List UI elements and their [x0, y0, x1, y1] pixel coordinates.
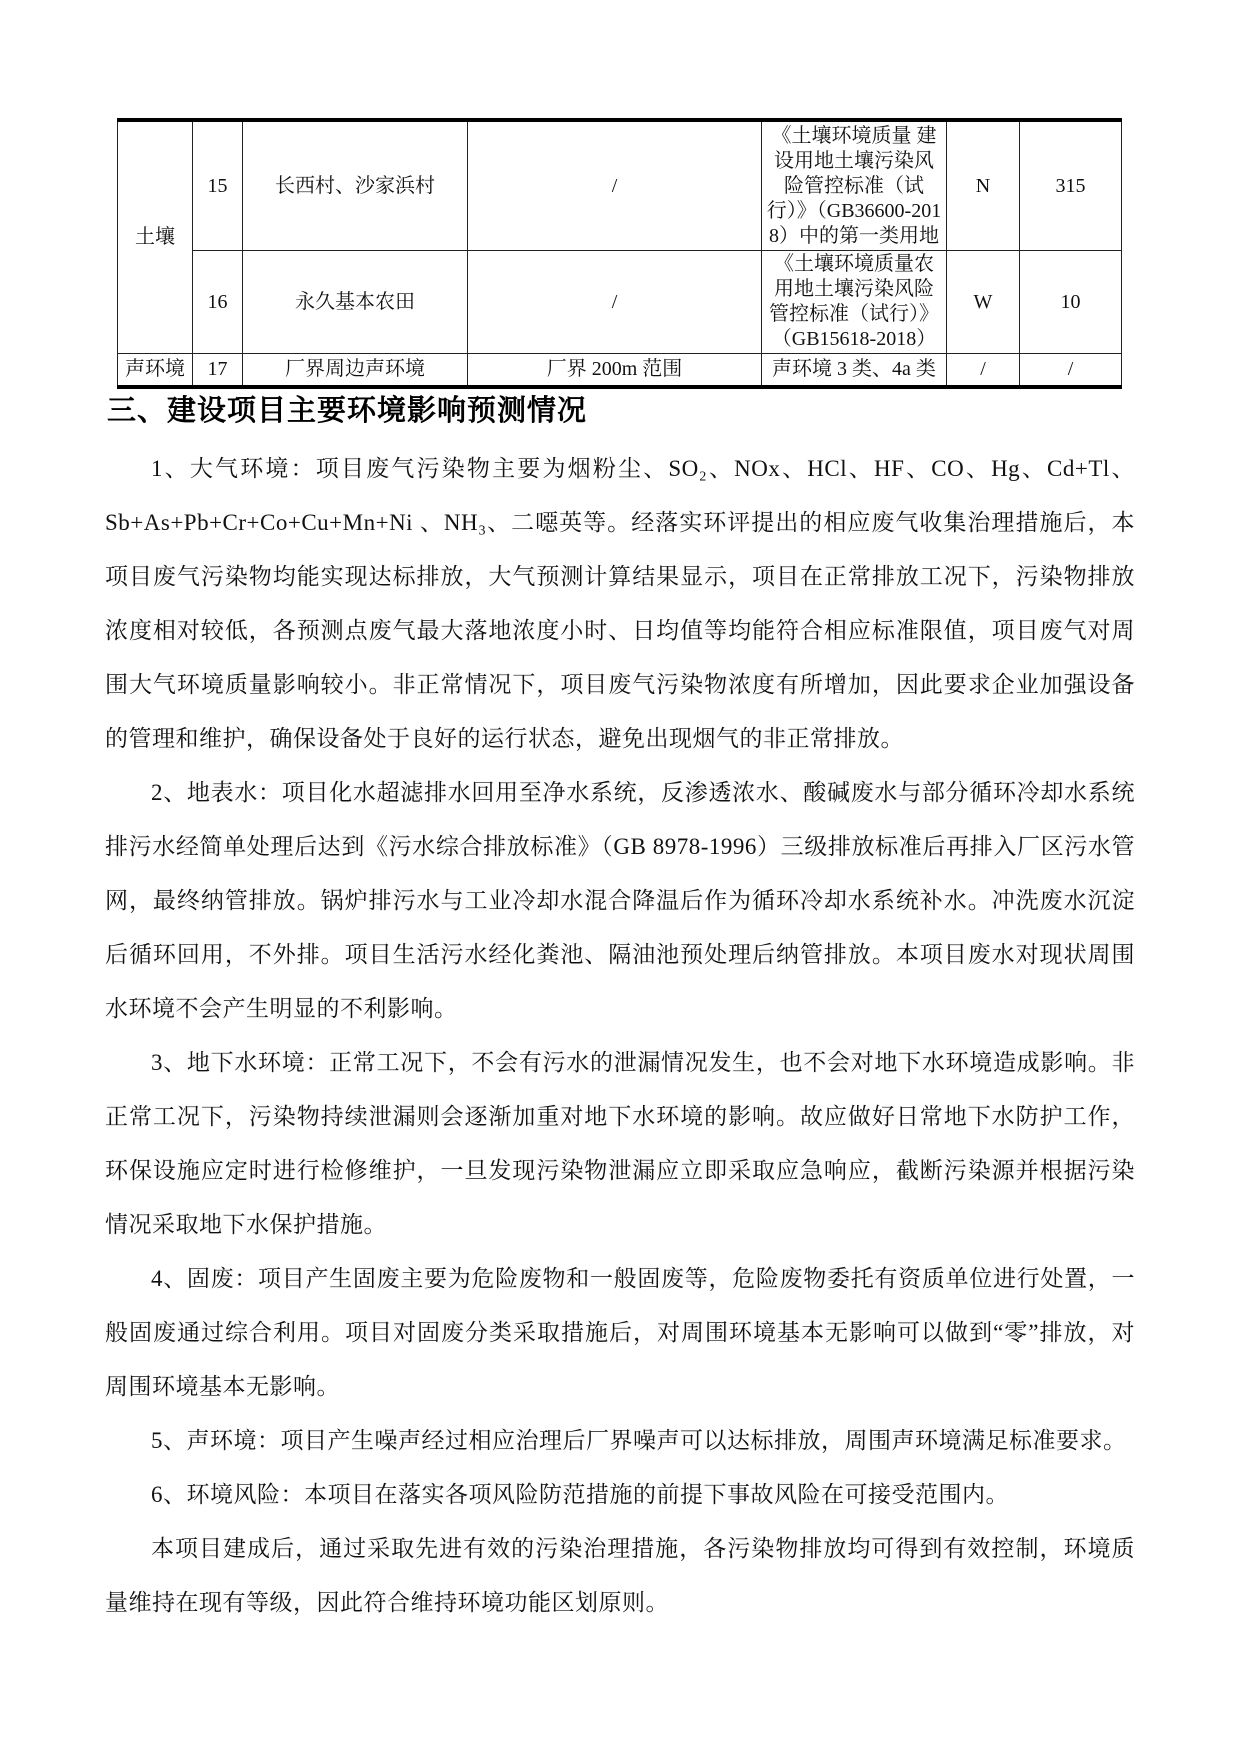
- cell-direction: W: [947, 251, 1020, 354]
- cell-name: 永久基本农田: [243, 251, 468, 354]
- cell-distance: 10: [1020, 251, 1122, 354]
- body-paragraph-air: 1、大气环境：项目废气污染物主要为烟粉尘、SO₂、NOx、HCl、HF、CO、Hg、Cd+Tl、Sb+As+Pb+Cr+Co+Cu+Mn+Ni 、NH₃、二噁英等。经落实环评提出的相应废气收集治理措施后，本项目废气污染物均能实现达标排放，大气预测计算结果显示，项目在正常排放工况下，污染物排放浓度相对较低，各预测点废气最大落地浓度小时、日均值等均能符合相应标准限值，项目废气对周围大气环境质量影响较小。非正常情况下，项目废气污染物浓度有所增加，因此要求企业加强设备的管理和维护，确保设备处于良好的运行状态，避免出现烟气的非正常排放。: [105, 456, 1135, 751]
- cell-category: 土壤: [118, 120, 193, 354]
- body-paragraph-conclusion: 本项目建成后，通过采取先进有效的污染治理措施，各污染物排放均可得到有效控制，环境质量维持在现有等级，因此符合维持环境功能区划原则。: [105, 1536, 1135, 1615]
- body-paragraph-noise: 5、声环境：项目产生噪声经过相应治理后厂界噪声可以达标排放，周围声环境满足标准要求。: [151, 1428, 1127, 1453]
- cell-standard: 《土壤环境质量 建设用地土壤污染风险管控标准（试行）》（GB36600-2018）中的第一类用地: [762, 120, 947, 251]
- cell-name: 长西村、沙家浜村: [243, 120, 468, 251]
- cell-distance: 315: [1020, 120, 1122, 251]
- section-heading: 三、建设项目主要环境影响预测情况: [107, 395, 588, 427]
- body-paragraph-groundwater: 3、地下水环境：正常工况下，不会有污水的泄漏情况发生，也不会对地下水环境造成影响。非正常工况下，污染物持续泄漏则会逐渐加重对地下水环境的影响。故应做好日常地下水防护工作，环保设施应定时进行检修维护，一旦发现污染物泄漏应立即采取应急响应，截断污染源并根据污染情况采取地下水保护措施。: [105, 1050, 1135, 1237]
- cell-index: 17: [193, 354, 243, 388]
- cell-direction: /: [947, 354, 1020, 388]
- cell-scope: /: [468, 120, 762, 251]
- table-row: [118, 251, 1122, 354]
- cell-distance: /: [1020, 354, 1122, 388]
- cell-index: 16: [193, 251, 243, 354]
- section-body: [105, 442, 1135, 1630]
- body-paragraph-risk: 6、环境风险：本项目在落实各项风险防范措施的前提下事故风险在可接受范围内。: [151, 1482, 1009, 1507]
- cell-scope: /: [468, 251, 762, 354]
- table-row: [118, 354, 1122, 388]
- cell-direction: N: [947, 120, 1020, 251]
- body-paragraph-surface-water: 2、地表水：项目化水超滤排水回用至净水系统，反渗透浓水、酸碱废水与部分循环冷却水系统排污水经简单处理后达到《污水综合排放标准》（GB 8978-1996）三级排放标准后再排入厂区污水管网，最终纳管排放。锅炉排污水与工业冷却水混合降温后作为循环冷却水系统补水。冲洗废水沉淀后循环回用，不外排。项目生活污水经化粪池、隔油池预处理后纳管排放。本项目废水对现状周围水环境不会产生明显的不利影响。: [105, 780, 1135, 1021]
- environmental-protection-targets-table: [117, 118, 1122, 389]
- cell-scope: 厂界 200m 范围: [468, 354, 762, 388]
- cell-index: 15: [193, 120, 243, 251]
- cell-category: 声环境: [118, 354, 193, 388]
- table-row: [118, 120, 1122, 251]
- body-paragraph-solid-waste: 4、固废：项目产生固废主要为危险废物和一般固废等，危险废物委托有资质单位进行处置，一般固废通过综合利用。项目对固废分类采取措施后，对周围环境基本无影响可以做到“零”排放，对周围环境基本无影响。: [105, 1266, 1135, 1399]
- cell-standard: 《土壤环境质量农用地土壤污染风险管控标准（试行）》（GB15618-2018）: [762, 251, 947, 354]
- cell-name: 厂界周边声环境: [243, 354, 468, 388]
- cell-standard: 声环境 3 类、4a 类: [762, 354, 947, 388]
